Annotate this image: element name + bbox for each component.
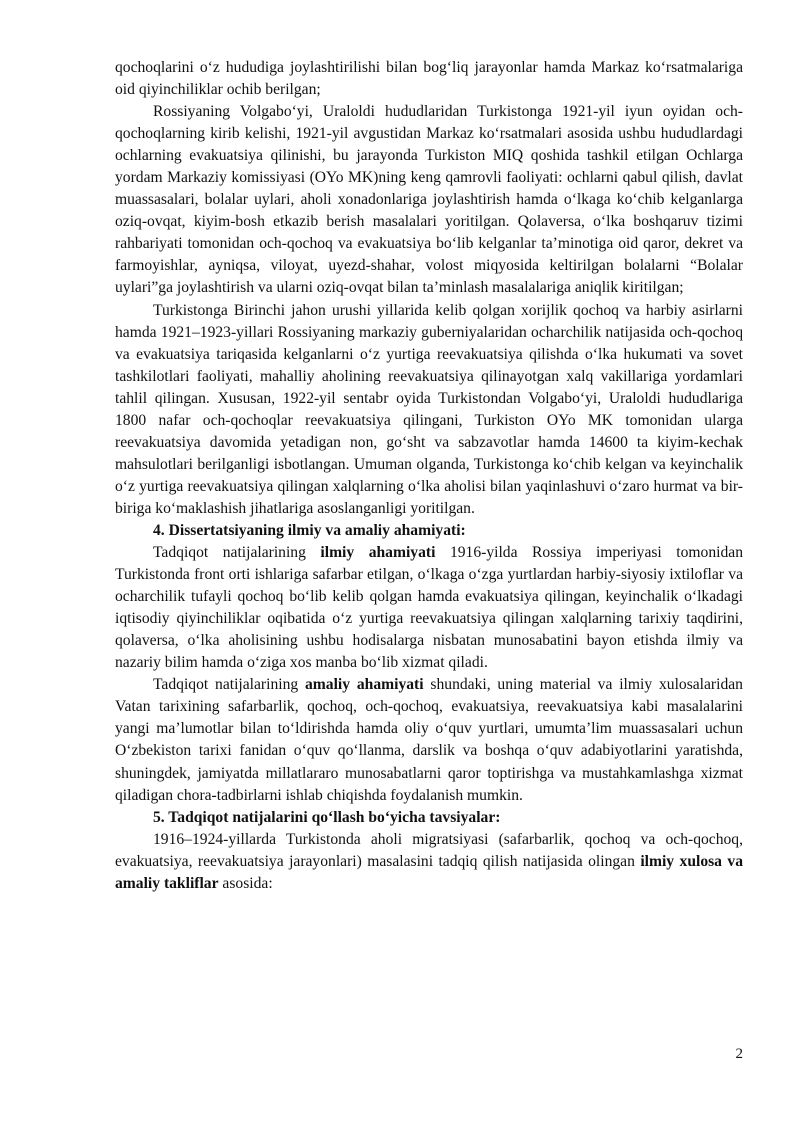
text-run: Tadqiqot natijalarining (153, 676, 305, 694)
document-page (115, 57, 743, 895)
text-run: asosida: (218, 874, 273, 892)
bold-term-practical: amaliy ahamiyati (305, 676, 424, 694)
paragraph-scientific-significance (115, 542, 743, 674)
text-run: Tadqiqot natijalarining (153, 544, 321, 562)
paragraph-evacuation: Rossiyaning Volgabo‘yi, Uraloldi hududlaridan Turkistonga 1921-yil iyun oyidan och-qochoqlarning kirib kelishi, 1921-yil avgustidan Markaz ko‘rsatmalari asosida ushbu hududlardagi ochlarning evakuatsiya qilinishi, bu jarayonda Turkiston MIQ qoshida tashkil etilgan Ochlarga yordam Markaziy komissiyasi (OYo MK)ning keng qamrovli faoliyati: ochlarni qabul qilish, davlat muassasalari, bolalar uylari, aholi xonadonlariga joylashtirish hamda o‘lkaga ko‘chib kelganlarga oziq-ovqat, kiyim-bosh etkazib berish masalalari yoritilgan. Qolaversa, o‘lka boshqaruv tizimi rahbariyati tomonidan och-qochoq va evakuatsiya bo‘lib kelganlar ta’minotiga oid qaror, dekret va farmoyishlar, ayniqsa, viloyat, uyezd-shahar, volost miqyosida keltirilgan bolalarni “Bolalar uylari”ga joylashtirish va ularni oziq-ovqat bilan ta’minlash masalalariga aniqlik kiritilgan; (115, 103, 743, 297)
section-heading-recommendations: 5. Tadqiqot natijalarini qo‘llash bo‘yicha tavsiyalar: (153, 808, 501, 826)
paragraph-recommendations (115, 829, 743, 895)
paragraph-practical-significance (115, 674, 743, 806)
paragraph-continuation: qochoqlarini o‘z hududiga joylashtirilishi bilan bog‘liq jarayonlar hamda Markaz ko‘rsatmalariga oid qiyinchiliklar ochib berilgan; (115, 59, 743, 99)
page-number: 2 (735, 1046, 743, 1062)
paragraph-reevacuation: Turkistonga Birinchi jahon urushi yillarida kelib qolgan xorijlik qochoq va harbiy asirlarni hamda 1921–1923-yillari Rossiyaning markaziy guberniyalaridan ocharchilik natijasida och-qochoq va evakuatsiya tariqasida kelganlarni o‘z yurtiga reevakuatsiya qilishda o‘lka hukumati va sovet tashkilotlari faoliyati, mahalliy aholining reevakuatsiya qilinayotgan xalq vakillariga yordamlari tahlil qilingan. Xususan, 1922-yil sentabr oyida Turkistondan Volgabo‘yi, Uraloldi hududlariga 1800 nafar och-qochoqlar reevakuatsiya qilingani, Turkiston OYo MK tomonidan ularga reevakuatsiya davomida yetadigan non, go‘sht va sabzavotlar hamda 14600 ta kiyim-kechak mahsulotlari berilganligi isbotlangan. Umuman olganda, Turkistonga ko‘chib kelgan va keyinchalik o‘z yurtiga reevakuatsiya qilingan xalqlarning o‘lka aholisi bilan yaqinlashuvi o‘zaro hurmat va bir-biriga ko‘maklashish jihatlariga asoslanganligi yoritilgan. (115, 301, 743, 517)
bold-term-scientific: ilmiy ahamiyati (320, 544, 436, 562)
bold-term-conclusions: ilmiy xulosa va amaliy takliflar (115, 852, 743, 892)
text-run: 1916-yilda Rossiya imperiyasi tomonidan Turkistonda front orti ishlariga safarbar etilgan, o‘lkaga o‘zga yurtlardan harbiy-siyosiy ixtiloflar va ocharchilik tufayli qochoq bo‘lib kelib qolgan hamda evakuatsiya qilingan, keyinchalik o‘lkadagi iqtisodiy qiyinchiliklar oqibatida o‘z yurtiga reevakuatsiya qilingan xalqlarning tarixiy taqdirini, qolaversa, o‘lka aholisining ushbu hodisalarga nisbatan munosabatini bayon etishda ilmiy va nazariy bilim hamda o‘ziga xos manba bo‘lib xizmat qiladi. (115, 544, 743, 672)
text-run: shundaki, uning material va ilmiy xulosalaridan Vatan tarixining safarbarlik, qochoq, och-qochoq, evakuatsiya, reevakuatsiya kabi masalalarini yangi ma’lumotlar bilan to‘ldirishda hamda oliy o‘quv yurtlari, umumta’lim muassasalari uchun O‘zbekiston tarixi fanidan o‘quv qo‘llanma, darslik va boshqa o‘quv adabiyotlarini yaratishda, shuningdek, jamiyatda millatlararo munosabatlarni qaror toptirishga va mustahkamlashga xizmat qiladigan chora-tadbirlarni ishlab chiqishda foydalanish mumkin. (115, 676, 743, 804)
text-run: 1916–1924-yillarda Turkistonda aholi migratsiyasi (safarbarlik, qochoq va och-qochoq, evakuatsiya, reevakuatsiya jarayonlari) masalasini tadqiq qilish natijasida olingan (115, 830, 743, 870)
section-heading-significance: 4. Dissertatsiyaning ilmiy va amaliy ahamiyati: (153, 521, 466, 539)
